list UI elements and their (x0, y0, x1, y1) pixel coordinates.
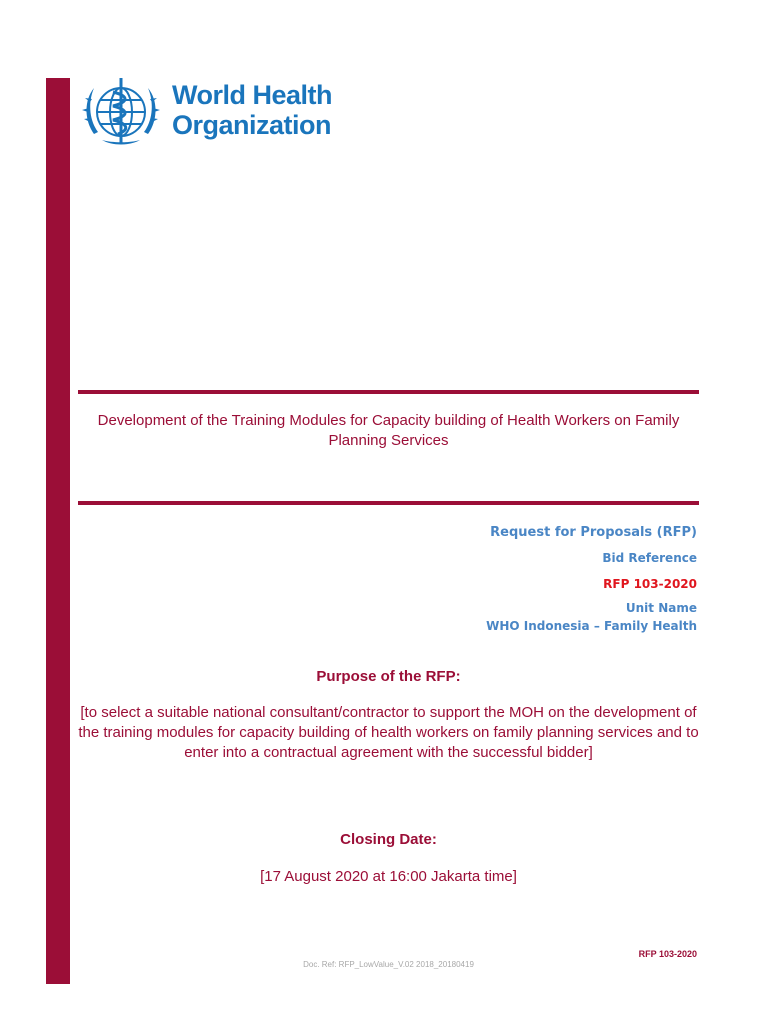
logo-line-1: World Health (172, 80, 333, 110)
purpose-heading: Purpose of the RFP: (316, 668, 461, 685)
bid-reference-label: Bid Reference (602, 551, 697, 565)
bid-reference-value: RFP 103-2020 (603, 577, 697, 591)
bottom-divider (78, 501, 699, 505)
footer-rfp-number: RFP 103-2020 (638, 949, 697, 959)
who-logo-text (172, 80, 332, 140)
closing-date-heading: Closing Date: (340, 831, 437, 848)
document-title: Development of the Training Modules for Capacity building of Health Workers on Family Planning Services (97, 412, 680, 449)
who-emblem-icon (80, 72, 162, 152)
top-divider (78, 390, 699, 394)
who-logo (80, 72, 340, 152)
unit-name-label: Unit Name (625, 601, 697, 615)
purpose-text: [to select a suitable national consultant/contractor to support the MOH on the development of the training modules for capacity building of health workers on family planning services and to enter into a contractual agreement with the successful bidder] (78, 704, 699, 761)
side-accent-bar (46, 78, 70, 984)
footer-doc-reference: Doc. Ref: RFP_LowValue_V.02 2018_20180419 (303, 960, 474, 969)
closing-date-text: [17 August 2020 at 16:00 Jakarta time] (260, 868, 517, 885)
unit-name-value: WHO Indonesia – Family Health (486, 619, 697, 633)
logo-line-2: Organization (172, 110, 332, 140)
rfp-label: Request for Proposals (RFP) (490, 525, 697, 540)
